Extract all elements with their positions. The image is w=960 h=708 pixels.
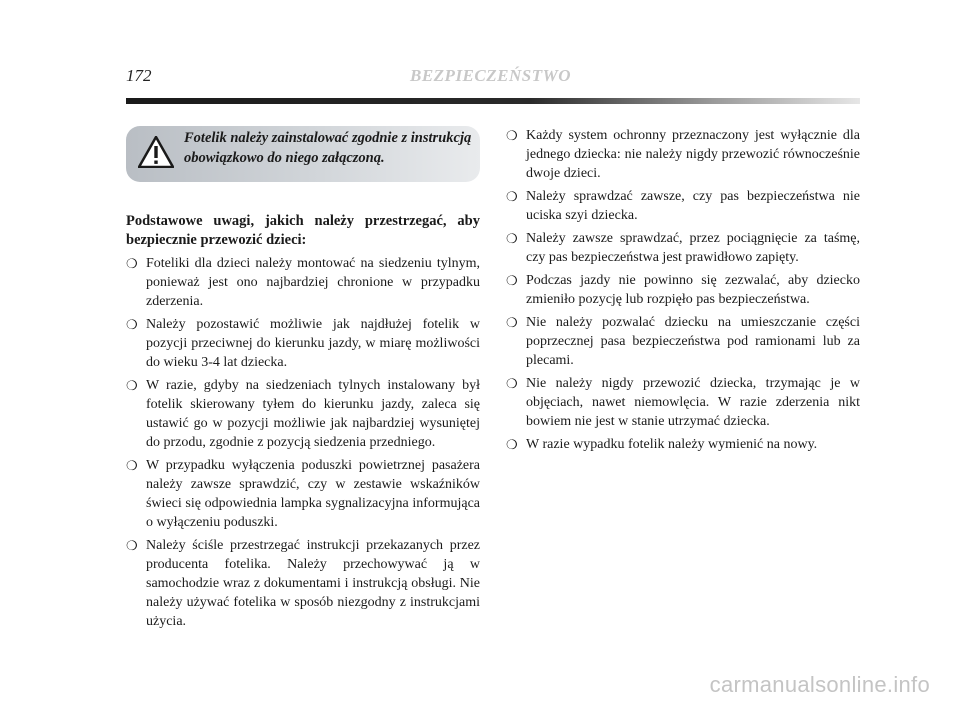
list-item-text: Nie należy nigdy przewozić dziecka, trzymając je w objęciach, nawet niemowlęcia. W razie zderzenia nikt bowiem nie jest w stanie utrzymać dziecka. [526, 376, 860, 429]
right-column [506, 126, 860, 458]
list-item-text: Należy pozostawić możliwie jak najdłużej fotelik w pozycji przeciwnej do kierunku jazdy, w miarę możliwości do wieku 3-4 lat dziecka. [146, 317, 480, 370]
header-divider [126, 98, 860, 104]
bullet-icon: ❍ [506, 128, 518, 143]
bullet-icon: ❍ [506, 231, 518, 246]
list-item-text: Należy ściśle przestrzegać instrukcji przekazanych przez producenta fotelika. Należy przechowywać ją w samochodzie wraz z dokumentami i instrukcją obsługi. Nie należy używać fotelika w sposób niezgodny z instrukcjami użycia. [146, 538, 480, 629]
list-item [506, 126, 860, 183]
list-item [506, 374, 860, 431]
bullet-icon: ❍ [506, 189, 518, 204]
bullet-icon: ❍ [126, 378, 138, 393]
list-item-text: Należy sprawdzać zawsze, czy pas bezpieczeństwa nie uciska szyi dziecka. [526, 189, 860, 223]
list-item [126, 456, 480, 532]
warning-triangle-icon [138, 136, 174, 168]
list-item-text: W przypadku wyłączenia poduszki powietrznej pasażera należy zawsze sprawdzić, czy w zestawie wskaźników świeci się odpowiednia lampka sygnalizacyjna informująca o wyłączeniu poduszki. [146, 458, 480, 530]
bullet-icon: ❍ [126, 256, 138, 271]
list-item [126, 315, 480, 372]
list-item-text: W razie wypadku fotelik należy wymienić na nowy. [526, 437, 818, 452]
list-item [506, 187, 860, 225]
list-item [126, 536, 480, 631]
bullet-icon: ❍ [506, 315, 518, 330]
list-item-text: W razie, gdyby na siedzeniach tylnych instalowany był fotelik skierowany tyłem do kierunku jazdy, zaleca się ustawić go w pozycji możliwie jak najbardziej wysuniętej do przodu, zgodnie z pozycją siedzenia przedniego. [146, 378, 480, 450]
list-item [506, 313, 860, 370]
bullet-icon: ❍ [506, 437, 518, 452]
bullet-icon: ❍ [126, 538, 138, 553]
intro-heading: Podstawowe uwagi, jakich należy przestrzegać, aby bezpiecznie przewozić dzieci: [126, 213, 480, 248]
warning-text: Fotelik należy zainstalować zgodnie z instrukcją obowiązkowo do niego załączoną. [184, 130, 472, 166]
list-item [506, 435, 860, 454]
left-column [126, 212, 480, 635]
list-item [126, 254, 480, 311]
list-item [126, 376, 480, 452]
list-item-text: Każdy system ochronny przeznaczony jest wyłącznie dla jednego dziecka: nie należy nigdy przewozić równocześnie dwoje dzieci. [526, 128, 860, 181]
list-item-text: Podczas jazdy nie powinno się zezwalać, aby dziecko zmieniło pozycję lub rozpięło pas bezpieczeństwa. [526, 273, 860, 307]
page-number: 172 [126, 66, 152, 85]
list-item [506, 271, 860, 309]
list-item-text: Nie należy pozwalać dziecku na umieszczanie części poprzecznej pasa bezpieczeństwa pod ramionami lub za plecami. [526, 315, 860, 368]
bullet-icon: ❍ [126, 317, 138, 332]
list-item-text: Należy zawsze sprawdzać, przez pociągnięcie za taśmę, czy pas bezpieczeństwa jest prawidłowo zapięty. [526, 231, 860, 265]
list-item-text: Foteliki dla dzieci należy montować na siedzeniu tylnym, ponieważ jest ono najbardziej chronione w przypadku zderzenia. [146, 256, 480, 309]
watermark: carmanualsonline.info [709, 672, 930, 697]
bullet-icon: ❍ [126, 458, 138, 473]
section-title: BEZPIECZEŃSTWO [410, 66, 571, 85]
bullet-icon: ❍ [506, 376, 518, 391]
bullet-icon: ❍ [506, 273, 518, 288]
list-item [506, 229, 860, 267]
